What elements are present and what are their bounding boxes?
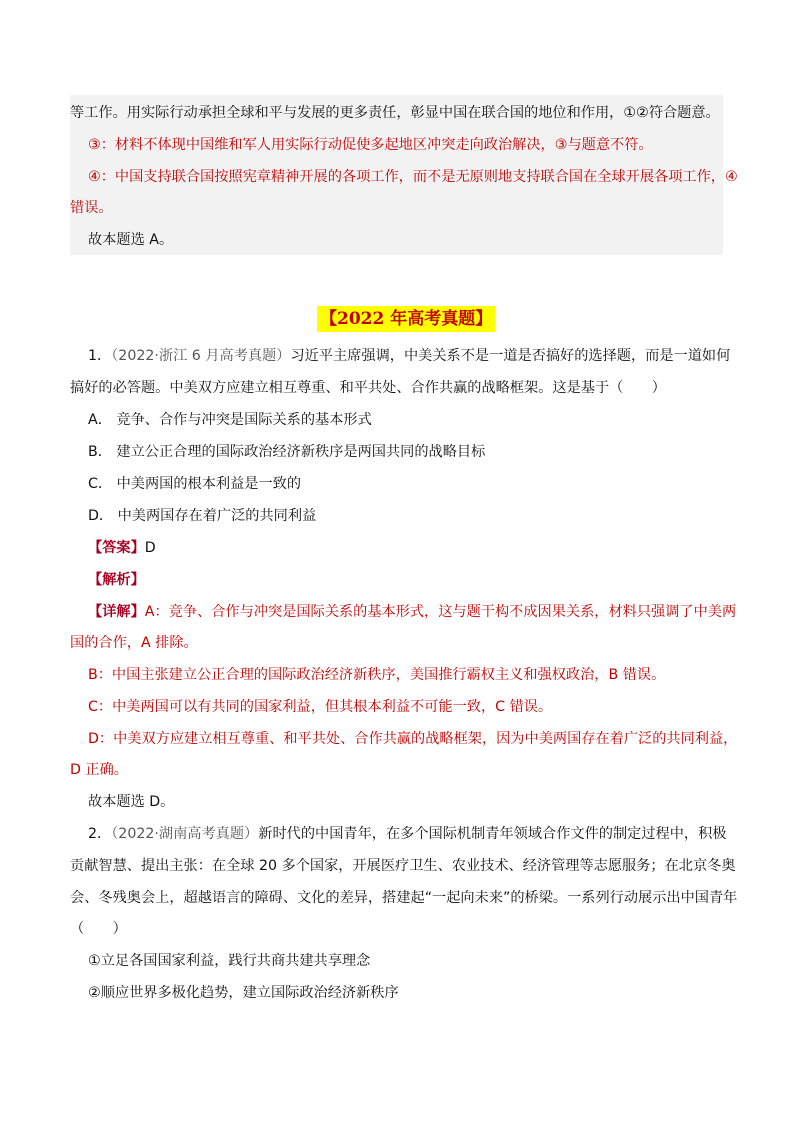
detail-tag: 【详解】 — [88, 604, 145, 620]
q1-detail-d-line-2: D 正确。 — [70, 762, 128, 778]
answer-tag: 【答案】 — [88, 540, 145, 556]
section-heading-2022: 【2022 年高考真题】 — [317, 306, 495, 332]
q1-option-c: C． 中美两国的根本利益是一致的 — [88, 476, 302, 492]
answer-value: D — [144, 540, 156, 556]
q1-answer — [88, 538, 156, 558]
q1-option-b: B． 建立公正合理的国际政治经济新秩序是两国共同的战略目标 — [88, 444, 486, 460]
q1-detail-line-2: 国的合作，A 排除。 — [70, 635, 198, 651]
q2-item-1: ①立足各国国家利益，践行共商共建共享理念 — [88, 953, 371, 969]
q2-source: （2022·湖南高考真题） — [111, 826, 259, 842]
q1-detail-d-line-1: D：中美双方应建立相互尊重、和平共处、合作共赢的战略框架，因为中美两国存在着广泛的共同利益， — [88, 731, 738, 747]
prev-explanation-line-4: 错误。 — [70, 200, 113, 216]
q1-stem-text: 习近平主席强调，中美关系不是一道是否搞好的选择题，而是一道如何 — [290, 348, 731, 364]
q1-option-d: D． 中美两国存在着广泛的共同利益 — [88, 508, 317, 524]
q1-number: 1． — [88, 348, 112, 364]
q1-option-a: A． 竞争、合作与冲突是国际关系的基本形式 — [88, 412, 372, 428]
prev-explanation-line-2: ③：材料不体现中国维和军人用实际行动促使多起地区冲突走向政治解决，③与题意不符。 — [88, 137, 653, 153]
q2-stem-line-1 — [88, 824, 726, 844]
q1-detail-b: B：中国主张建立公正合理的国际政治经济新秩序，美国推行霸权主义和强权政治，B 错误。 — [88, 667, 666, 683]
prev-explanation-conclusion: 故本题选 A。 — [88, 232, 174, 248]
prev-explanation-line-1: 等工作。用实际行动承担全球和平与发展的更多责任，彰显中国在联合国的地位和作用，①②符合题意。 — [70, 105, 720, 121]
prev-explanation-line-3: ④：中国支持联合国按照宪章精神开展的各项工作，而不是无原则地支持联合国在全球开展各项工作，④ — [88, 169, 738, 185]
q2-stem-line-2: 贡献智慧、提出主张：在全球 20 多个国家，开展医疗卫生、农业技术、经济管理等志愿服务；在北京冬奥 — [70, 858, 736, 874]
q2-stem-line-4: （ ） — [70, 921, 127, 937]
q2-item-2: ②顺应世界多极化趋势，建立国际政治经济新秩序 — [88, 985, 399, 1001]
analysis-tag: 【解析】 — [88, 572, 145, 588]
q1-conclusion: 故本题选 D。 — [88, 794, 175, 810]
q1-detail-text: A：竞争、合作与冲突是国际关系的基本形式，这与题干构不成因果关系，材料只强调了中美两 — [144, 604, 737, 620]
q1-detail-line-1 — [88, 602, 736, 622]
q1-stem-line-1 — [88, 346, 730, 366]
q2-stem-text: 新时代的中国青年，在多个国际机制青年领域合作文件的制定过程中，积极 — [258, 826, 727, 842]
q1-source: （2022·浙江 6 月高考真题） — [111, 348, 291, 364]
q1-stem-line-2: 搞好的必答题。中美双方应建立相互尊重、和平共处、合作共赢的战略框架。这是基于（ ） — [70, 380, 666, 396]
q1-detail-c: C：中美两国可以有共同的国家利益，但其根本利益不可能一致，C 错误。 — [88, 699, 553, 715]
q2-stem-line-3: 会、冬残奥会上，超越语言的障碍、文化的差异，搭建起“一起向未来”的桥梁。一系列行动展示出中国青年 — [70, 890, 738, 906]
q2-number: 2． — [88, 826, 112, 842]
